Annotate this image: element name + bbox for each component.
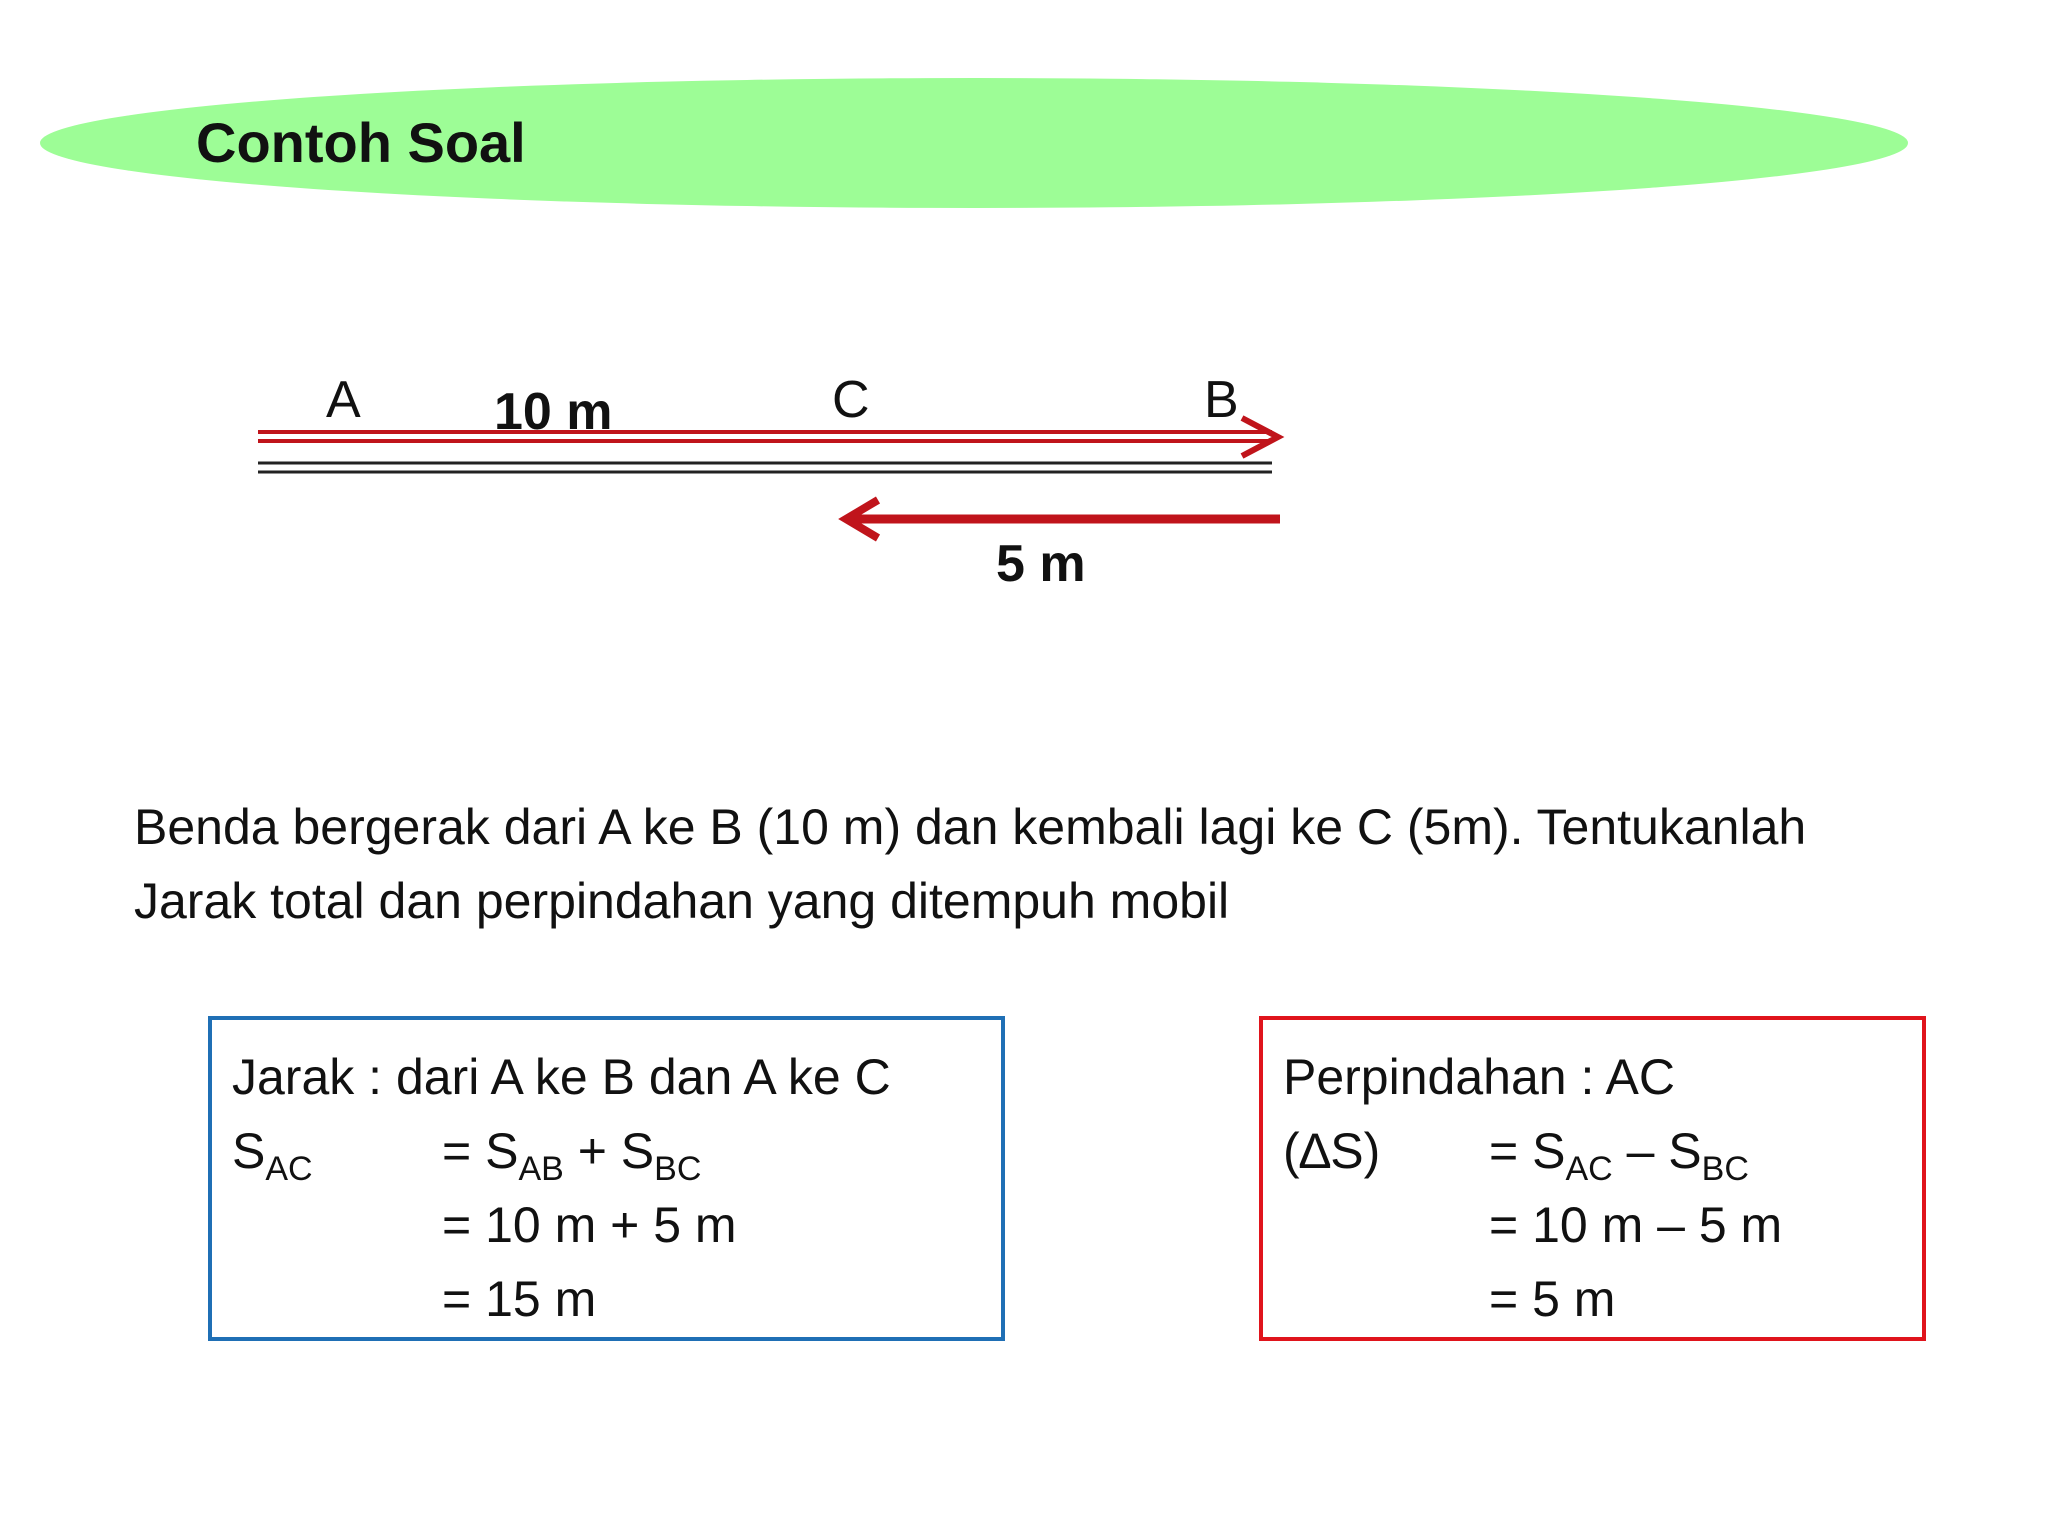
perpindahan-lhs: (∆S) <box>1283 1123 1381 1179</box>
jarak-equation-1: = $S_{AB} + S_{BC}$ <box>442 1123 702 1188</box>
perpindahan-equation-3: = 5 m <box>1489 1271 1616 1327</box>
perpindahan-equation-2: = 10 m – 5 m <box>1489 1197 1783 1253</box>
return-arrow <box>846 500 1280 538</box>
slide-title: Contoh Soal <box>196 111 526 174</box>
problem-statement <box>134 790 1954 938</box>
jarak-box <box>208 1016 1005 1341</box>
problem-line-2: Jarak total dan perpindahan yang ditempuh mobil <box>134 873 1230 929</box>
perpindahan-box <box>1259 1016 1926 1341</box>
problem-line-1: Benda bergerak dari A ke B (10 m) dan kembali lagi ke C (5m). Tentukanlah <box>134 799 1807 855</box>
return-distance-label: 5 m <box>996 535 1086 593</box>
perpindahan-heading: Perpindahan : AC <box>1283 1049 1675 1105</box>
jarak-heading: Jarak : dari A ke B dan A ke C <box>232 1049 891 1105</box>
forward-distance-label: 10 m <box>494 383 613 441</box>
jarak-lhs: $S_{AC}$ <box>232 1123 313 1188</box>
jarak-equation-3: = 15 m <box>442 1271 597 1327</box>
jarak-equation-2: = 10 m + 5 m <box>442 1197 737 1253</box>
point-c-label: C <box>832 371 870 429</box>
perpindahan-equation-1: = $S_{AC} - S_{BC}$ <box>1489 1123 1749 1188</box>
point-a-label: A <box>326 371 361 429</box>
point-b-label: B <box>1204 371 1239 429</box>
forward-arrow <box>258 418 1278 456</box>
